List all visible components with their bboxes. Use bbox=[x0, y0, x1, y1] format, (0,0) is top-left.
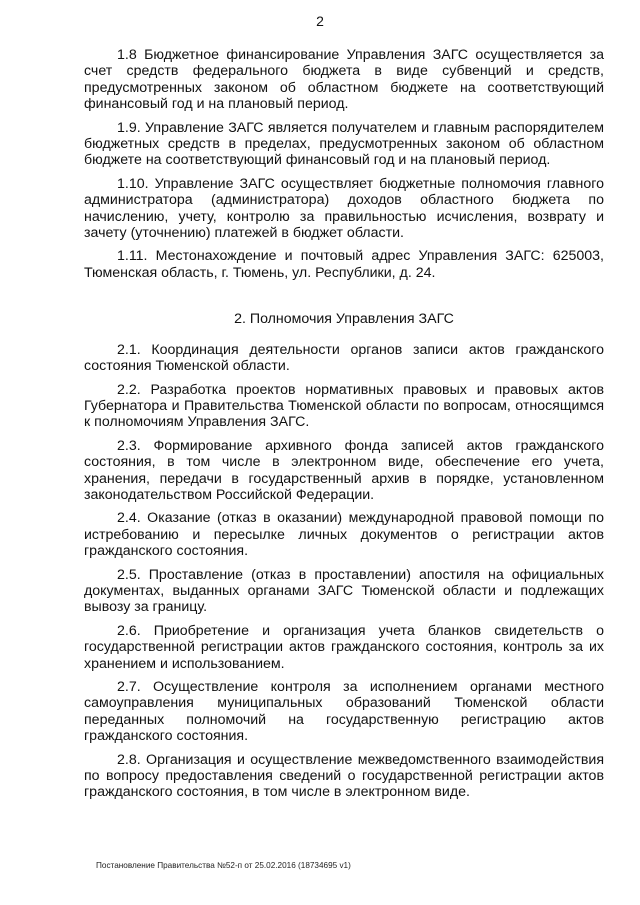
paragraph-2-4: 2.4. Оказание (отказ в оказании) международной правовой помощи по истребованию и пересылке личных документов о регистрации актов гражданского состояния. bbox=[84, 510, 604, 560]
page-number: 2 bbox=[316, 13, 324, 29]
paragraph-1-11: 1.11. Местонахождение и почтовый адрес Управления ЗАГС: 625003, Тюменская область, г. Тюмень, ул. Республики, д. 24. bbox=[84, 248, 604, 281]
paragraph-2-8: 2.8. Организация и осуществление межведомственного взаимодействия по вопросу предоставления сведений о государственной регистрации актов гражданского состояния, в том числе в электронном виде. bbox=[84, 751, 604, 801]
paragraph-2-7: 2.7. Осуществление контроля за исполнением органами местного самоуправления муниципальных образований Тюменской области переданных полномочий на государственную регистрацию актов гражданского состояния. bbox=[84, 679, 604, 745]
paragraph-2-2: 2.2. Разработка проектов нормативных правовых и правовых актов Губернатора и Правительства Тюменской области по вопросам, относящимся к полномочиям Управления ЗАГС. bbox=[84, 381, 604, 431]
paragraph-2-3: 2.3. Формирование архивного фонда записей актов гражданского состояния, в том числе в электронном виде, обеспечение его учета, хранения, передачи в государственный архив в порядке, установленном законодательством Российской Федерации. bbox=[84, 437, 604, 503]
paragraph-1-9: 1.9. Управление ЗАГС является получателем и главным распорядителем бюджетных средств в пределах, предусмотренных законом об областном бюджете на соответствующий финансовый год и на плановый период. bbox=[84, 119, 604, 169]
paragraph-1-8: 1.8 Бюджетное финансирование Управления ЗАГС осуществляется за счет средств федерального бюджета в виде субвенций и средств, предусмотренных законом об областном бюджете на соответствующий финансовый год и на плановый период. bbox=[84, 47, 604, 113]
document-footer: Постановление Правительства №52-п от 25.02.2016 (18734695 v1) bbox=[96, 861, 351, 870]
paragraph-1-10: 1.10. Управление ЗАГС осуществляет бюджетные полномочия главного администратора (администратора) доходов областного бюджета по начислению, учету, контролю за правильностью исчисления, возврату и зачету (уточнению) платежей в бюджет области. bbox=[84, 175, 604, 242]
paragraph-2-1: 2.1. Координация деятельности органов записи актов гражданского состояния Тюменской области. bbox=[84, 341, 604, 375]
document-body bbox=[84, 47, 604, 808]
section-heading: 2. Полномочия Управления ЗАГС bbox=[234, 311, 454, 328]
paragraph-2-6: 2.6. Приобретение и организация учета бланков свидетельств о государственной регистрации актов гражданского состояния, контроль за их хранением и использованием. bbox=[84, 622, 604, 672]
paragraph-2-5: 2.5. Проставление (отказ в проставлении) апостиля на официальных документах, выданных органами ЗАГС Тюменской области и подлежащих вывозу за границу. bbox=[84, 566, 604, 616]
